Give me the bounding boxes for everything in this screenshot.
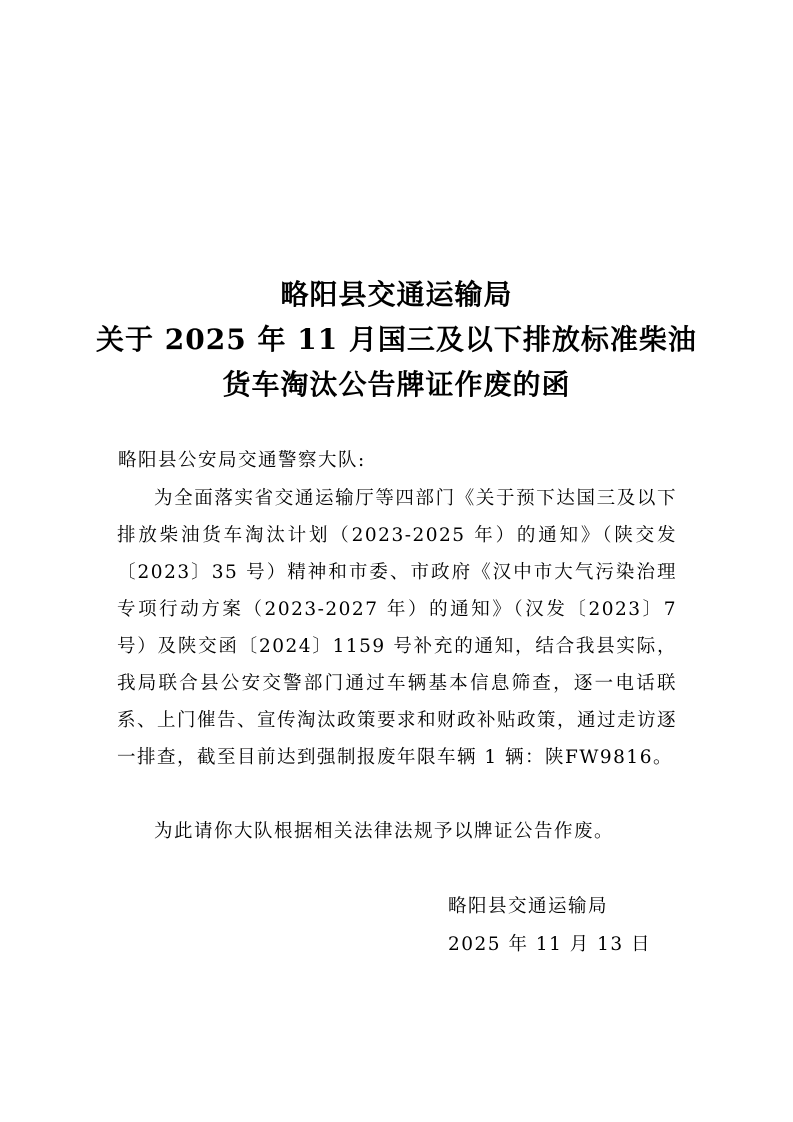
signature-organization: 略阳县交通运输局 xyxy=(448,896,609,917)
title-line-2: 关于 2025 年 11 月国三及以下排放标准柴油 xyxy=(96,323,697,356)
title-line-1: 略阳县交通运输局 xyxy=(280,278,513,311)
title-line-3: 货车淘汰公告牌证作废的函 xyxy=(222,368,571,401)
body-paragraph-1: 为全面落实省交通运输厅等四部门《关于预下达国三及以下排放柴油货车淘汰计划（2023-2025 年）的通知》（陕交发〔2023〕35 号）精神和市委、市政府《汉中市大气污染治理专项行动方案（2023-2027 年）的通知》（汉发〔2023〕7 号）及陕交函〔2024〕1159 号补充的通知，结合我县实际，我局联合县公安交警部门通过车辆基本信息筛查，逐一电话联系、上门催告、宣传淘汰政策要求和财政补贴政策，通过走访逐一排查，截至目前达到强制报废年限车辆 1 辆：陕FW9816。 xyxy=(117,488,678,768)
signature-date: 2025 年 11 月 13 日 xyxy=(448,934,652,955)
salutation: 略阳县公安局交通警察大队: xyxy=(118,450,366,471)
body-paragraph-2: 为此请你大队根据相关法律法规予以牌证公告作废。 xyxy=(154,821,615,842)
